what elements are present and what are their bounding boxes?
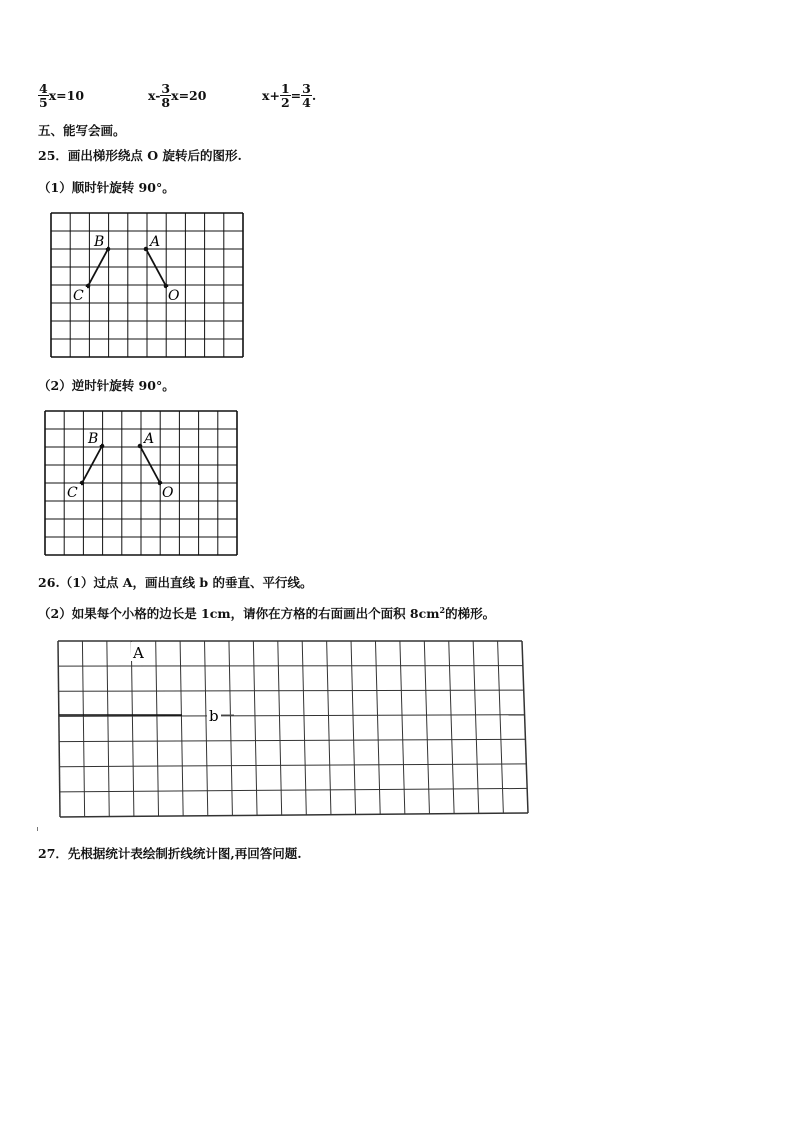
eq3-fraction-2 [301, 82, 312, 109]
label-b: B [88, 431, 99, 447]
section-5-heading: 五、能写会画。 [38, 123, 126, 138]
eq1-post: x=10 [48, 88, 85, 103]
q25-grid-1[interactable] [50, 212, 246, 360]
q25-title: 25．画出梯形绕点 O 旋转后的图形. [38, 148, 242, 163]
eq2-numerator: 3 [161, 81, 171, 96]
eq3-denominator-1: 2 [280, 95, 290, 110]
q26-part2-tail: 的梯形。 [445, 606, 496, 621]
equation-3 [262, 82, 316, 109]
eq3-mid: = [290, 88, 302, 103]
eq3-denominator-2: 4 [302, 95, 311, 110]
equation-1 [38, 82, 84, 109]
eq1-denominator: 5 [39, 95, 48, 110]
label-a: A [144, 431, 155, 447]
label-o: O [162, 485, 174, 501]
q27-title: 27．先根据统计表绘制折线统计图,再回答问题. [38, 846, 302, 861]
label-o: O [168, 288, 180, 304]
q25-part2: （2）逆时针旋转 90°。 [38, 378, 175, 393]
grid-2-lines [45, 411, 237, 555]
grid-3-lines [58, 641, 528, 817]
q26-part1: 26.（1）过点 A，画出直线 b 的垂直、平行线。 [38, 575, 313, 590]
eq3-numerator-1: 1 [280, 81, 290, 96]
grid-1-lines [51, 213, 243, 357]
q25-part1: （1）顺时针旋转 90°。 [38, 180, 175, 195]
eq2-denominator: 8 [161, 95, 171, 110]
label-line-b: b [209, 707, 219, 725]
eq2-fraction [160, 82, 171, 109]
eq3-numerator-2: 3 [302, 81, 311, 96]
eq1-numerator: 4 [39, 81, 48, 96]
q25-grid-2[interactable] [44, 410, 240, 558]
q26-part2-text: （2）如果每个小格的边长是 1cm，请你在方格的右面画出个面积 8cm [38, 606, 440, 621]
q26-part2-superscript: 2 [439, 604, 446, 615]
label-point-a: A [133, 644, 144, 662]
eq1-fraction [38, 82, 49, 109]
eq3-post: . [311, 88, 317, 103]
q26-grid[interactable] [54, 637, 530, 821]
label-b: B [94, 234, 105, 250]
equation-2 [148, 82, 206, 109]
label-c: C [67, 485, 78, 501]
eq3-pre: x+ [262, 88, 280, 103]
q26-part2 [38, 604, 495, 622]
label-a: A [150, 234, 161, 250]
eq3-fraction-1 [280, 82, 291, 109]
eq2-post: x=20 [171, 88, 207, 103]
label-c: C [73, 288, 84, 304]
eq2-pre: x- [148, 88, 161, 103]
stray-mark [37, 827, 38, 831]
